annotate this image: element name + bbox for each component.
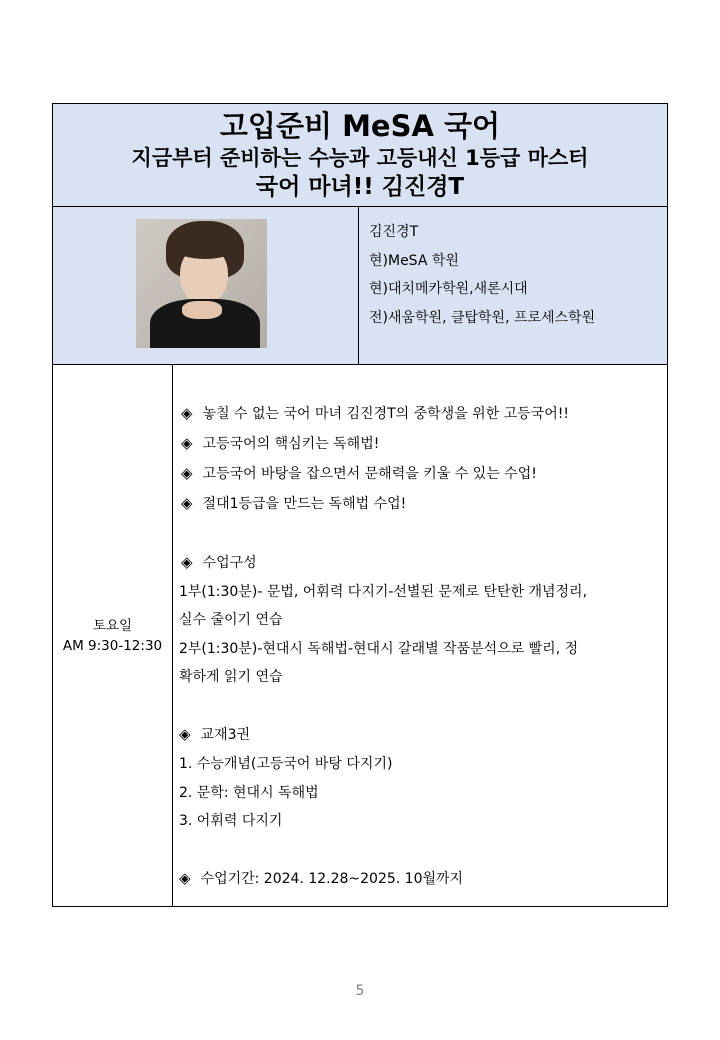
teacher-headline: 국어 마녀!! 김진경T: [255, 174, 465, 200]
diamond-bullet-icon: ◈: [181, 434, 193, 452]
highlight-item: [179, 459, 667, 489]
section-spacer: [179, 519, 667, 548]
textbook-heading: [179, 720, 667, 750]
teacher-info-cell: [359, 207, 667, 364]
structure-line: 실수 줄이기 연습: [179, 612, 283, 628]
course-table: [52, 103, 668, 907]
structure-heading: [179, 548, 667, 578]
teacher-profile-row: [53, 207, 667, 365]
course-detail-row: [53, 365, 667, 906]
diamond-bullet-icon: ◈: [179, 725, 191, 743]
diamond-bullet-icon: ◈: [181, 494, 193, 512]
teacher-name: 김진경T: [369, 224, 419, 240]
schedule-day: 토요일: [92, 617, 133, 634]
textbook-item: 2. 문학: 현대시 독해법: [179, 784, 319, 801]
course-period-text: 수업기간: 2024. 12.28~2025. 10월까지: [200, 871, 464, 887]
diamond-bullet-icon: ◈: [181, 552, 193, 571]
highlight-item: [179, 429, 667, 459]
teacher-photo-cell: [53, 207, 359, 364]
portrait-fringe-shape: [174, 237, 236, 259]
diamond-bullet-icon: ◈: [181, 464, 193, 482]
structure-line: 1부(1:30분)- 문법, 어휘력 다지기-선별된 문제로 탄탄한 개념정리,: [179, 583, 588, 600]
textbook-item: 3. 어휘력 다지기: [179, 813, 283, 829]
schedule-time: AM 9:30-12:30: [62, 637, 163, 654]
course-title-header: [53, 104, 667, 207]
course-title: 고입준비 MeSA 국어: [219, 109, 501, 143]
course-period: [179, 864, 667, 894]
highlight-text: 절대1등급을 만드는 독해법 수업!: [202, 496, 407, 512]
structure-line: 2부(1:30분)-현대시 독해법-현대시 갈래별 작품분석으로 빨리, 정: [179, 640, 579, 657]
structure-line: 확하게 읽기 연습: [179, 669, 283, 685]
course-content-cell: [173, 365, 667, 906]
highlight-text: 고등국어 바탕을 잡으면서 문해력을 키울 수 있는 수업!: [202, 466, 537, 482]
section-spacer: [179, 836, 667, 865]
highlight-text: 놓칠 수 없는 국어 마녀 김진경T의 중학생을 위한 고등국어!!: [202, 406, 569, 422]
diamond-bullet-icon: ◈: [179, 869, 191, 887]
teacher-career-current-2: 현)대치메카학원,새론시대: [369, 281, 528, 297]
page-number: 5: [355, 983, 365, 999]
highlight-item: [179, 399, 667, 429]
teacher-career-former: 전)새움학원, 클탑학원, 프로세스학원: [369, 309, 596, 326]
diamond-bullet-icon: ◈: [181, 404, 193, 422]
schedule-cell: [53, 365, 173, 906]
teacher-portrait-photo: [136, 219, 267, 348]
portrait-hand-shape: [182, 301, 222, 319]
course-subtitle: 지금부터 준비하는 수능과 고등내신 1등급 마스터: [131, 146, 589, 170]
highlight-text: 고등국어의 핵심키는 독해법!: [202, 436, 380, 452]
teacher-career-current-1: 현)MeSA 학원: [369, 252, 459, 269]
section-spacer: [179, 692, 667, 721]
textbook-item: 1. 수능개념(고등국어 바탕 다지기): [179, 756, 393, 772]
structure-heading-text: 수업구성: [202, 554, 257, 571]
highlight-item: [179, 489, 667, 519]
textbook-heading-text: 교재3권: [200, 727, 251, 743]
